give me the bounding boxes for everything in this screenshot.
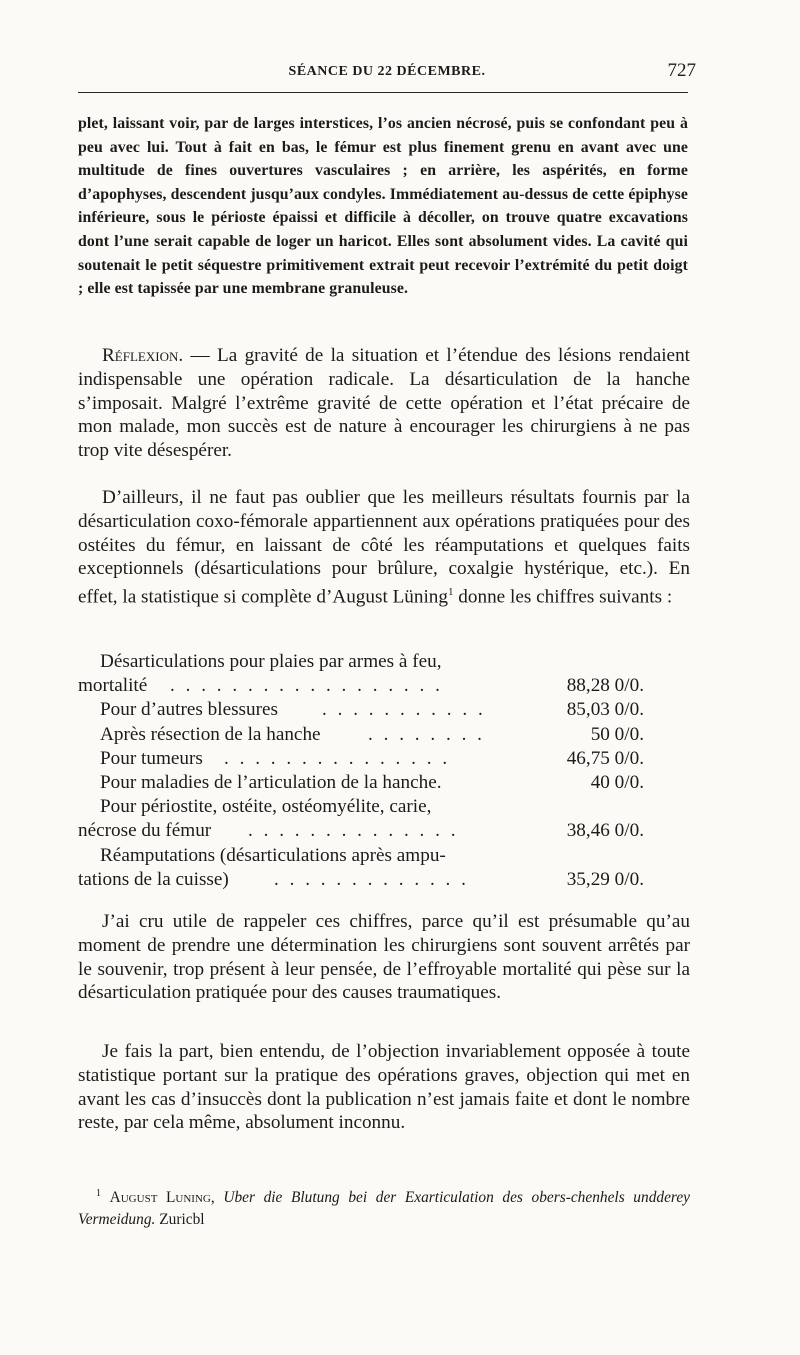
stat-label: mortalité xyxy=(78,675,148,697)
statistics-list xyxy=(78,650,690,892)
stat-row xyxy=(78,747,690,771)
paragraph-2-text-after: donne les chiffres suivants : xyxy=(453,586,673,608)
stat-row xyxy=(78,868,690,892)
small-print-paragraph: plet, laissant voir, par de larges interstices, l’os ancien nécrosé, puis se confondant peu à peu avec lui. Tout à fait en bas, le fémur est plus finement grenu en avant avec une multitude de fines ouvertures vasculaires ; en arrière, les aspérités, en forme d’apophyses, descendent jusqu’aux condyles. Immédiatement au-dessus de cette épiphyse inférieure, sous le périoste épaissi et difficile à décoller, on trouve quatre excavations dont l’une serait capable de loger un haricot. Elles sont absolument vides. La cavité qui soutenait le petit séquestre primitivement extrait peut recevoir l’extrémité du petit doigt ; elle est tapissée par une membrane granuleuse. xyxy=(78,115,688,298)
paragraph-2-text: D’ailleurs, il ne faut pas oublier que les meilleurs résultats fournis par la désarticulation coxo-fémorale appartiennent aux opérations pratiquées pour des ostéites du fémur, en laissant de côté les réamputations et quelques faits exceptionnels (désarticulations pour brûlure, coxalgie hystérique, etc.). En effet, la statistique si complète d’August Lüning xyxy=(78,487,690,608)
stat-row xyxy=(78,819,690,843)
reflexion-paragraph xyxy=(78,344,690,463)
footnote-title: Uber die Blutung bei der Exarticulation des obers-chenhels undderey Vermeidung. xyxy=(78,1189,691,1229)
stat-value: 35,29 0/0. xyxy=(566,868,644,890)
stat-leader-dots: . . . . . . . . . . . xyxy=(322,699,486,721)
stat-value: 46,75 0/0. xyxy=(566,747,644,769)
stat-label: Désarticulations pour plaies par armes à feu, xyxy=(100,651,442,672)
stat-label: tations de la cuisse) xyxy=(78,868,229,890)
reflexion-text: — La gravité de la situation et l’étendue des lésions rendaient indispensable une opération radicale. La désarticulation de la hanche s’imposait. Malgré l’extrême gravité de cette opération et l’état précaire de mon malade, mon succès est de nature à encourager les chirurgiens à ne pas trop vite désespérer. xyxy=(78,345,690,462)
paragraph-3 xyxy=(78,910,690,1005)
stat-label: Pour tumeurs xyxy=(100,747,203,769)
footnote-place: Zuricbl xyxy=(159,1211,205,1229)
footnote xyxy=(78,1183,690,1231)
stat-leader-dots: . . . . . . . . . . . . . . . xyxy=(224,747,451,769)
paragraph-3-text: J’ai cru utile de rappeler ces chiffres, parce qu’il est présumable qu’au moment de prendre une détermination les chirurgiens sont souvent arrêtés par le souvenir, trop présent à leur pensée, de l’effroyable mortalité qui pèse sur la désarticulation pratiquée pour des causes traumatiques. xyxy=(78,911,690,1004)
stat-label: Pour maladies de l’articulation de la hanche. xyxy=(100,771,442,793)
stat-value: 85,03 0/0. xyxy=(566,699,644,721)
page-number: 727 xyxy=(667,60,696,81)
stat-label: Pour d’autres blessures xyxy=(100,699,278,721)
stat-leader-dots: . . . . . . . . xyxy=(368,723,485,745)
header-rule xyxy=(78,92,688,93)
stat-leader-dots: . . . . . . . . . . . . . xyxy=(274,868,469,890)
reflexion-label: Réflexion. xyxy=(102,345,184,366)
stat-row xyxy=(78,771,690,795)
paragraph-4-text: Je fais la part, bien entendu, de l’objection invariablement opposée à toute statistique portant sur la pratique des opérations graves, objection qui met en avant les cas d’insuccès dont la publication n’est jamais faite et dont le nombre reste, par cela même, absolument inconnu. xyxy=(78,1041,690,1134)
stat-label: nécrose du fémur xyxy=(78,820,212,842)
stat-value: 38,46 0/0. xyxy=(566,820,644,842)
paragraph-2 xyxy=(78,486,690,609)
stat-label: Après résection de la hanche xyxy=(100,723,321,745)
stat-row xyxy=(78,650,690,674)
stat-label: Pour périostite, ostéite, ostéomyélite, carie, xyxy=(100,796,432,818)
stat-label: Réamputations (désarticulations après ampu- xyxy=(100,844,446,866)
stat-value: 88,28 0/0. xyxy=(566,675,644,697)
paragraph-4 xyxy=(78,1040,690,1135)
footnote-reference: 1 xyxy=(448,586,454,599)
stat-leader-dots: . . . . . . . . . . . . . . . . . . xyxy=(170,675,443,697)
stat-row xyxy=(78,674,690,698)
stat-leader-dots: . . . . . . . . . . . . . . xyxy=(248,820,459,842)
footnote-author: August Luning, xyxy=(109,1189,215,1207)
running-title: SÉANCE DU 22 DÉCEMBRE. xyxy=(288,64,486,79)
running-head xyxy=(78,60,696,86)
footnote-marker: 1 xyxy=(96,1188,101,1199)
stat-row xyxy=(78,844,690,868)
stat-row xyxy=(78,723,690,747)
stat-row xyxy=(78,698,690,722)
stat-value: 50 0/0. xyxy=(590,723,644,745)
stat-value: 40 0/0. xyxy=(590,771,644,793)
stat-row xyxy=(78,795,690,819)
